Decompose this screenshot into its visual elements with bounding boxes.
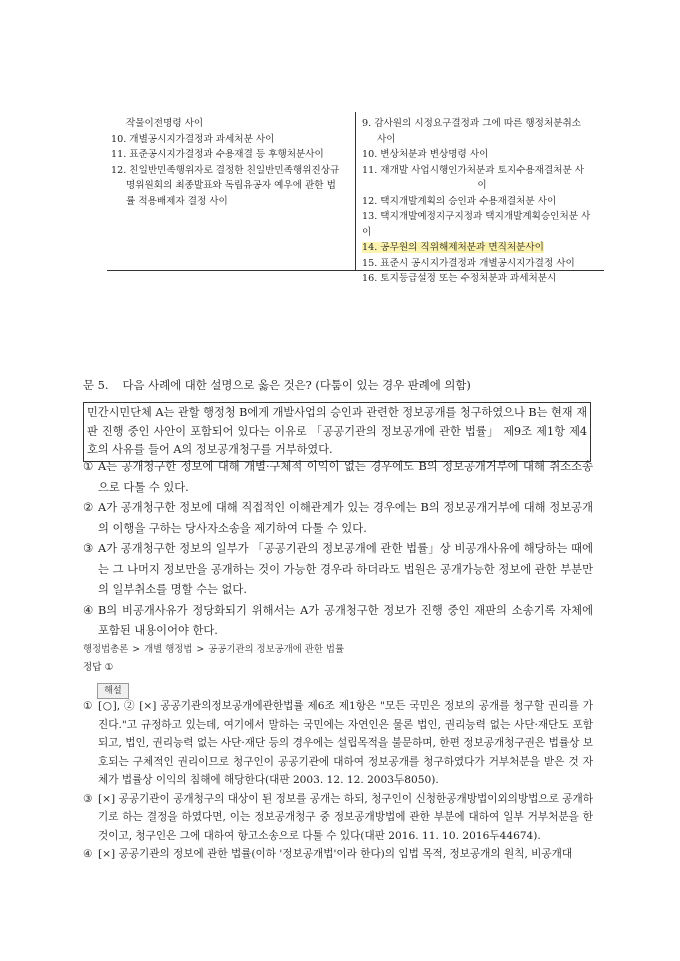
right-item-highlighted: 14. 공무원의 직위해제처분과 면직처분사이 <box>362 242 544 253</box>
option-mark: ④ <box>83 603 94 617</box>
option-text: A는 공개청구한 정보에 대해 개별·구체적 이익이 없는 경우에도 B의 정보공개거부에 대해 취소소송으로 다툴 수 있다. <box>98 460 593 494</box>
right-item: 9. 감사원의 시정요구결정과 그에 따른 행정처분취소 <box>362 118 582 129</box>
table-divider <box>355 112 356 270</box>
breadcrumb-item: 행정법총론 <box>83 644 129 655</box>
option-text: B의 비공개사유가 정당화되기 위해서는 A가 공개청구한 정보가 진행 중인 재판의 소송기록 자체에 포함된 내용이어야 한다. <box>98 603 593 637</box>
option-mark: ① <box>83 460 94 473</box>
breadcrumb-item: 개별 행정법 <box>144 644 193 655</box>
explanation-text: [×] 공공기관이 공개청구의 대상이 된 정보를 공개는 하되, 청구인이 신청한공개방법이외의방법으로 공개하기로 하는 결정을 하였다면, 이는 정보공개청구 중 정보공개방법에 관한 부분에 대하여 일부 거부처분을 한 것이고, 청구인은 그에 대하여 항고소송으로 다툴 수 있다(대판 2016. 11. 10. 2016두44674). <box>98 792 593 842</box>
left-item-continuation: 명위원회의 최종발표와 독립유공자 예우에 관한 법 <box>126 180 336 191</box>
option-3 <box>83 539 593 601</box>
right-item: 12. 택지개발계획의 승인과 수용재결처분 사이 <box>362 195 557 207</box>
explanation-mark: ① <box>83 700 93 712</box>
breadcrumb-item: 공공기관의 정보공개에 관한 법률 <box>208 644 345 655</box>
option-2 <box>83 498 593 539</box>
explanation-text: [×] 공공기관의 정보에 관한 법률(이하 '정보공개법'이라 한다)의 입법 목적, 정보공개의 원칙, 비공개대 <box>98 848 573 860</box>
right-item: 10. 변상처분과 변상명령 사이 <box>362 149 489 160</box>
explanation-mark: ③ <box>83 792 93 805</box>
comparison-table <box>107 112 604 284</box>
option-1 <box>83 457 593 498</box>
table-left-column <box>111 116 351 209</box>
option-mark: ③ <box>83 542 94 555</box>
breadcrumb <box>83 641 344 655</box>
question-text: 다음 사례에 대한 설명으로 옳은 것은? (다툼이 있는 경우 판례에 의함) <box>122 378 471 392</box>
right-item: 16. 토지등급설정 또는 수정처분과 과세처분시 <box>362 273 557 284</box>
right-item: 13. 택지개발예정지구지정과 택지개발계획승인처분 사 <box>362 211 591 222</box>
explanation-badge: 해설 <box>97 683 129 699</box>
explanation-1 <box>83 697 593 790</box>
option-4 <box>83 601 593 642</box>
question-heading <box>83 377 471 393</box>
left-item-continuation: 률 적용배제자 결정 사이 <box>126 195 228 207</box>
option-mark: ② <box>83 501 94 514</box>
case-box: 민간시민단체 A는 관할 행정청 B에게 개발사업의 승인과 관련한 정보공개를 청구하였으나 B는 현재 재판 진행 중인 사안이 포함되어 있다는 이유로 「공공기관의 정보공개에 관한 법률」 제9조 제1항 제4호의 사유를 들어 A의 정보공개청구를 거부하였다. <box>83 402 591 462</box>
explanation-3 <box>83 790 593 846</box>
correct-answer: 정답 ① <box>83 662 114 673</box>
left-item: 12. 친일반민족행위자로 결정한 친일반민족행위진상규 <box>111 164 340 176</box>
left-item: 작물이전명령 사이 <box>126 118 204 129</box>
option-text: A가 공개청구한 정보의 일부가 「공공기관의 정보공개에 관한 법률」상 비공개사유에 해당하는 때에는 그 나머지 정보만을 공개하는 것이 가능한 경우라 하더라도 법원은 공개가능한 정보에 관한 부분만의 일부취소를 명할 수는 없다. <box>98 542 593 596</box>
right-item: 15. 표준시 공시지가결정과 개별공시지가결정 사이 <box>362 257 575 269</box>
left-item: 11. 표준공시지가결정과 수용재결 등 후행처분사이 <box>111 149 324 160</box>
explanation-4 <box>83 845 593 864</box>
breadcrumb-separator: > <box>132 644 141 655</box>
left-item: 10. 개별공시지가결정과 과세처분 사이 <box>111 133 275 145</box>
explanation-text: [○], ② [×] 공공기관의정보공개에관한법률 제6조 제1항은 "모든 국민은 정보의 공개를 청구할 권리를 가진다."고 규정하고 있는데, 여기에서 말하는 국민에는 자연인은 물론 법인, 권리능력 없는 사단·재단도 포함되고, 법인, 권리능력 없는 사단·재단 등의 경우에는 설립목적을 불문하며, 한편 정보공개청구권은 법률상 보호되는 구체적인 권리이므로 청구인이 공공기관에 대하여 정보공개를 청구하였다가 거부처분을 받은 것 자체가 법률상 이익의 침해에 해당한다(대판 2003. 12. 12. 2003두8050). <box>98 700 593 786</box>
breadcrumb-separator: > <box>196 644 205 655</box>
explanations <box>83 697 593 864</box>
question-number: 문 5. <box>83 378 109 392</box>
right-item-continuation: 사이 <box>377 133 396 145</box>
right-item: 11. 재개발 사업시행인가처분과 토지수용재결처분 사 <box>362 164 585 176</box>
explanation-mark: ④ <box>83 848 93 860</box>
answer-options <box>83 457 593 642</box>
option-text: A가 공개청구한 정보에 대해 직접적인 이해관계가 있는 경우에는 B의 정보공개거부에 대해 정보공개의 이행을 구하는 당사자소송을 제기하여 다툴 수 있다. <box>98 501 593 535</box>
table-right-column <box>362 116 602 287</box>
right-item-continuation: 이 <box>362 226 372 238</box>
right-item-continuation: 이 <box>477 180 487 191</box>
